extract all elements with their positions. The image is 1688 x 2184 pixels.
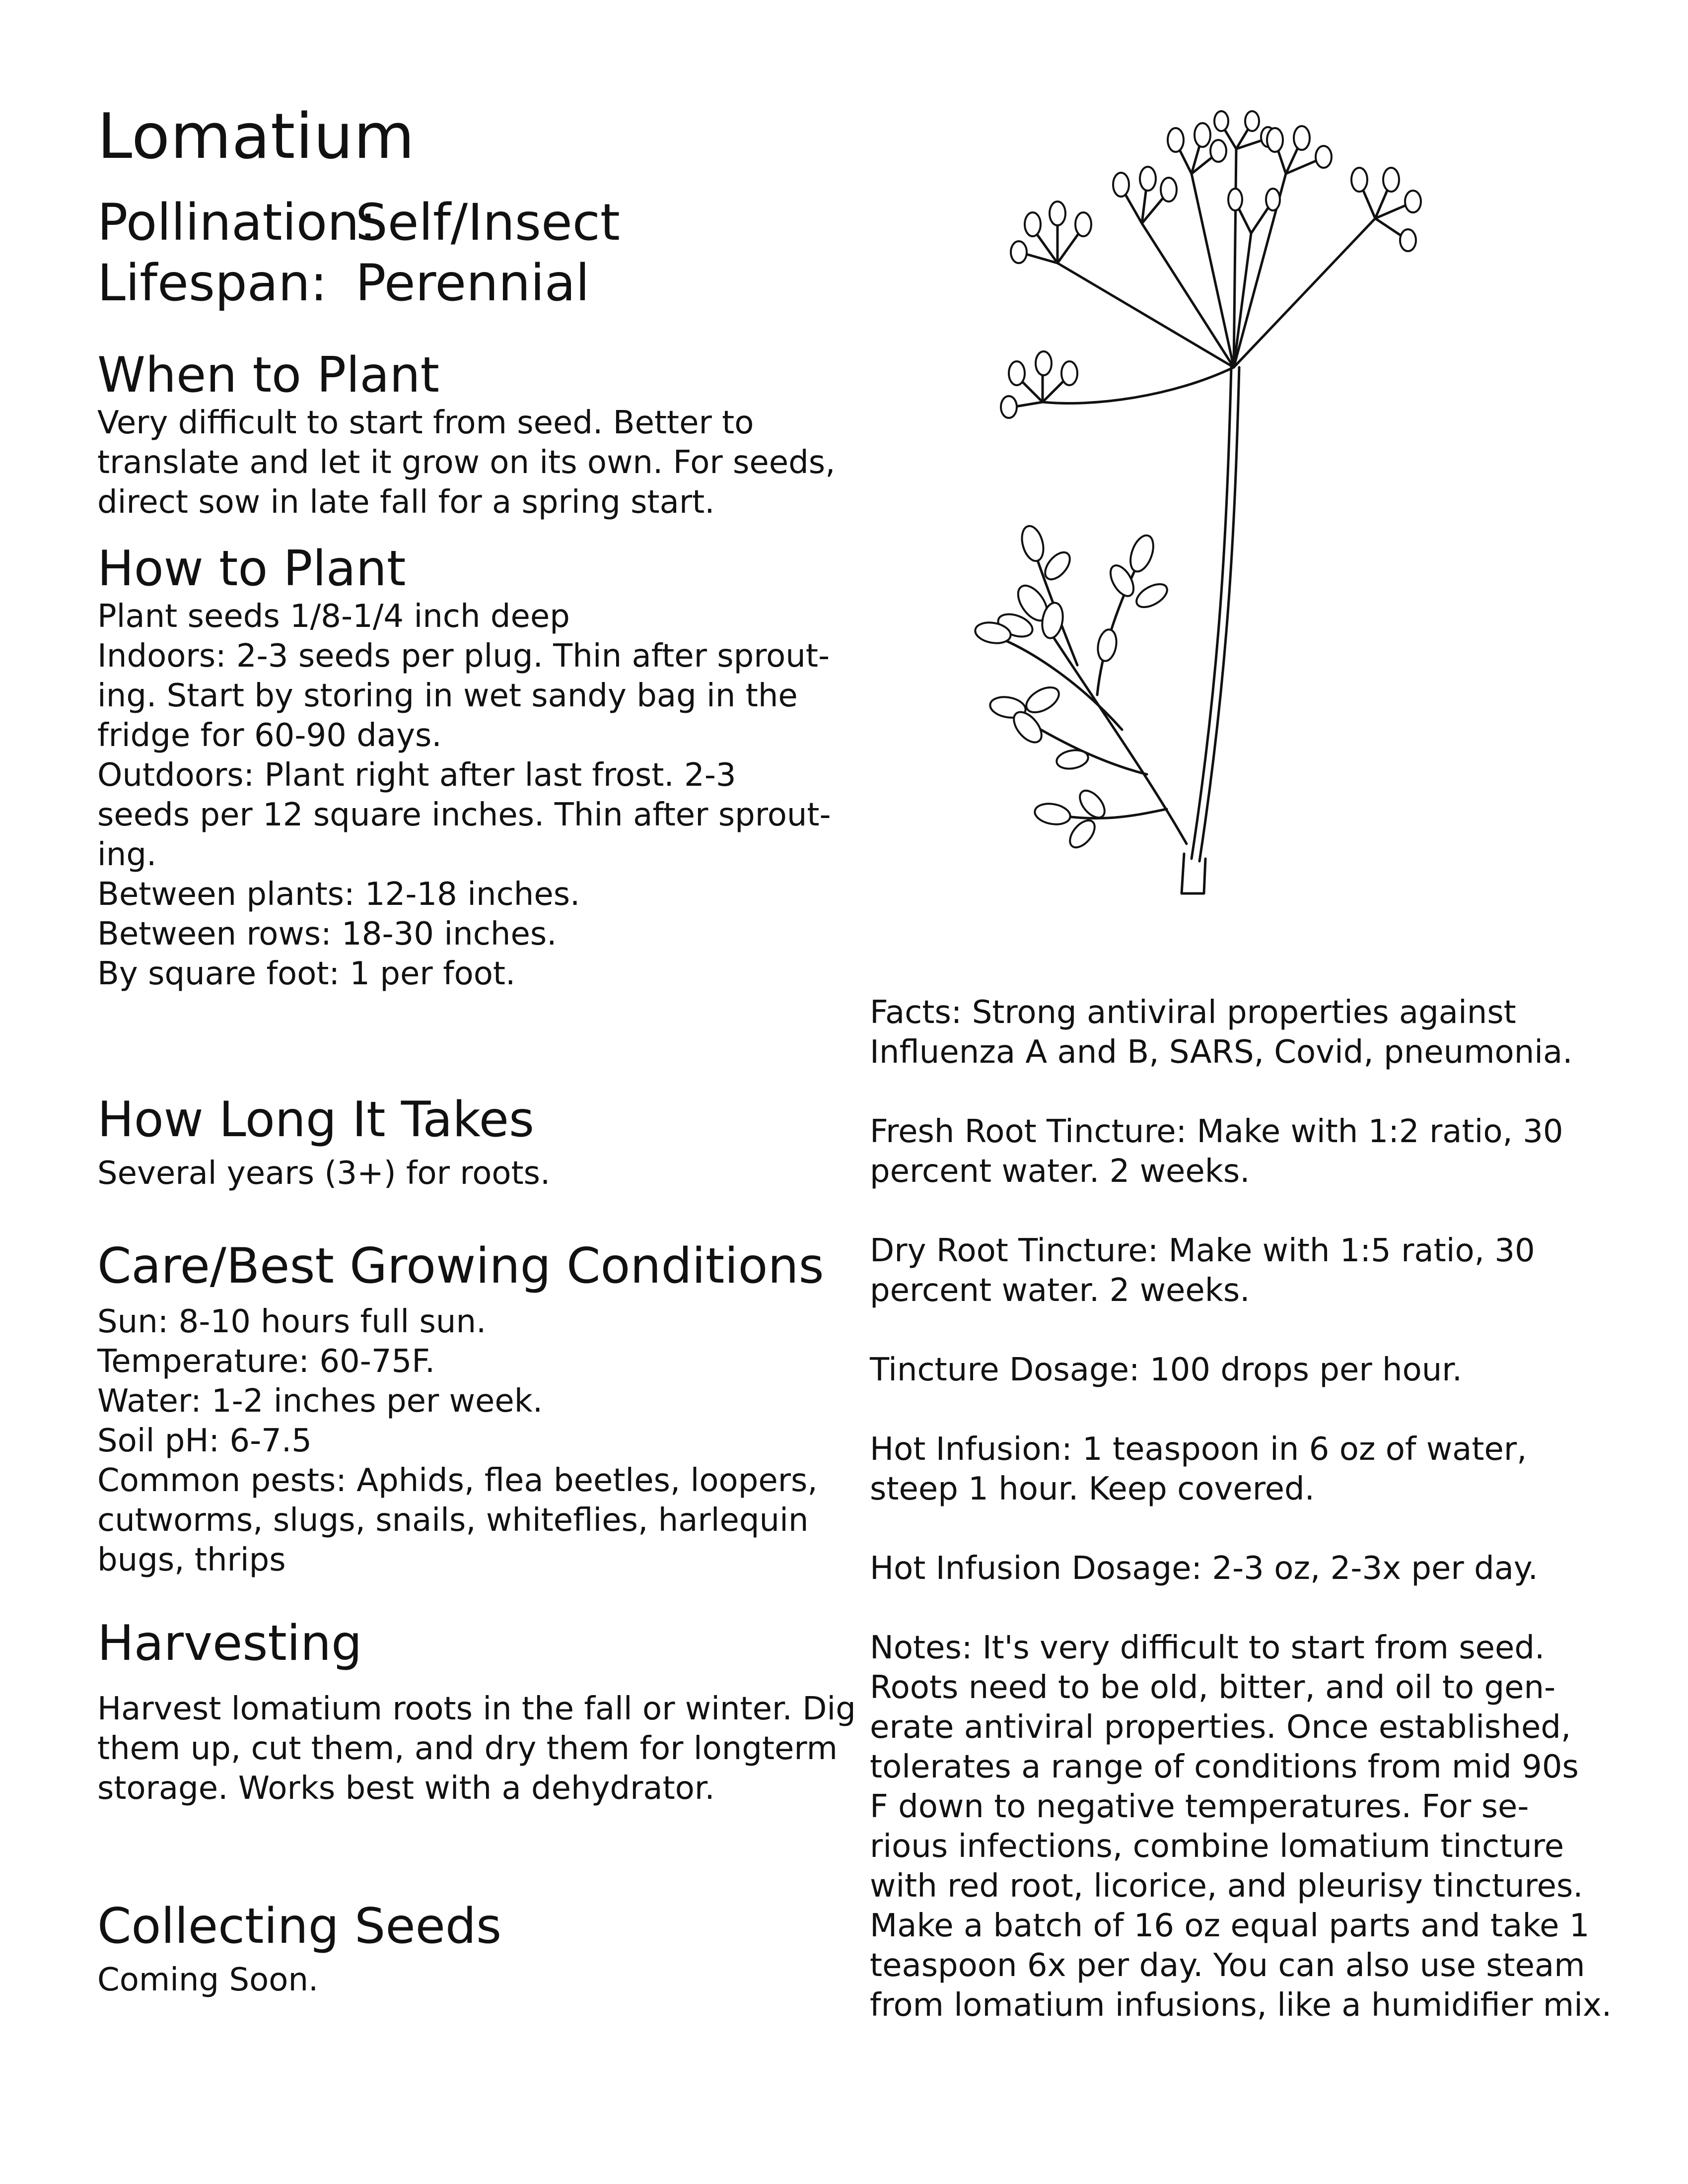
- text-line: Temperature: 60-75F.: [97, 1343, 435, 1380]
- facts-column: [870, 993, 1644, 2065]
- text-line: ing. Start by storing in wet sandy bag in the: [97, 678, 798, 714]
- text-line: Water: 1-2 inches per week.: [97, 1383, 543, 1420]
- text-line: rious infections, combine lomatium tincture: [870, 1828, 1564, 1865]
- lomatium-plant-illustration: [933, 119, 1479, 923]
- notes-paragraph: [870, 1628, 1644, 2025]
- text-line: erate antiviral properties. Once established,: [870, 1709, 1571, 1746]
- hot-infusion-paragraph: [870, 1430, 1644, 1509]
- harvesting-section: [97, 1616, 892, 1808]
- text-line: Fresh Root Tincture: Make with 1:2 ratio, 30: [870, 1113, 1563, 1150]
- text-line: percent water. 2 weeks.: [870, 1153, 1250, 1190]
- text-line: Make a batch of 16 oz equal parts and take 1: [870, 1908, 1590, 1944]
- collecting-seeds-heading: Collecting Seeds: [97, 1898, 502, 1955]
- facts-paragraph: [870, 993, 1644, 1072]
- text-line: F down to negative temperatures. For se-: [870, 1788, 1529, 1825]
- pollination-value: Self/Insect: [355, 193, 620, 252]
- when-to-plant-heading: When to Plant: [97, 347, 440, 404]
- text-line: seeds per 12 square inches. Thin after sprout-: [97, 797, 831, 833]
- how-long-heading: How Long It Takes: [97, 1092, 535, 1148]
- text-line: Between plants: 12-18 inches.: [97, 876, 580, 913]
- text-line: Sun: 8-10 hours full sun.: [97, 1303, 487, 1340]
- lifespan-label: Lifespan:: [97, 254, 328, 313]
- text-line: Plant seeds 1/8-1/4 inch deep: [97, 598, 570, 635]
- text-line: By square foot: 1 per foot.: [97, 956, 516, 992]
- text-line: Influenza A and B, SARS, Covid, pneumonia.: [870, 1034, 1573, 1071]
- hot-infusion-dosage-paragraph: [870, 1549, 1644, 1588]
- plant-drawing: [933, 119, 1479, 923]
- fresh-root-tincture-paragraph: [870, 1112, 1644, 1191]
- text-line: Hot Infusion Dosage: 2-3 oz, 2-3x per day.: [870, 1550, 1538, 1587]
- text-line: Common pests: Aphids, flea beetles, loopers,: [97, 1462, 818, 1499]
- how-to-plant-heading: How to Plant: [97, 541, 406, 597]
- text-line: Coming Soon.: [97, 1962, 319, 1998]
- text-line: translate and let it grow on its own. For seeds,: [97, 444, 836, 481]
- tincture-dosage-paragraph: [870, 1350, 1644, 1390]
- text-line: Notes: It's very difficult to start from seed.: [870, 1630, 1545, 1666]
- text-line: Hot Infusion: 1 teaspoon in 6 oz of water,: [870, 1431, 1527, 1468]
- when-to-plant-section: [97, 347, 842, 522]
- text-line: with red root, licorice, and pleurisy tinctures.: [870, 1868, 1583, 1905]
- text-line: Tincture Dosage: 100 drops per hour.: [870, 1352, 1463, 1388]
- harvesting-heading: Harvesting: [97, 1615, 362, 1672]
- pollination-label: Pollination:: [97, 193, 377, 252]
- care-section: [97, 1238, 867, 1580]
- text-line: fridge for 60-90 days.: [97, 717, 442, 754]
- text-line: from lomatium infusions, like a humidifier mix.: [870, 1987, 1612, 2024]
- text-line: bugs, thrips: [97, 1542, 286, 1578]
- lifespan-value: Perennial: [355, 254, 590, 313]
- text-line: tolerates a range of conditions from mid 90s: [870, 1749, 1579, 1785]
- collecting-seeds-section: [97, 1899, 842, 2000]
- dry-root-tincture-paragraph: [870, 1231, 1644, 1310]
- plant-meta: [97, 193, 620, 314]
- text-line: Facts: Strong antiviral properties against: [870, 994, 1516, 1031]
- text-line: direct sow in late fall for a spring start.: [97, 484, 715, 521]
- text-line: cutworms, slugs, snails, whiteflies, harlequin: [97, 1502, 809, 1539]
- page-title: Lomatium: [97, 100, 416, 173]
- text-line: percent water. 2 weeks.: [870, 1272, 1250, 1309]
- how-long-section: [97, 1092, 842, 1193]
- text-line: Roots need to be old, bitter, and oil to gen-: [870, 1669, 1556, 1706]
- text-line: Several years (3+) for roots.: [97, 1155, 551, 1192]
- text-line: teaspoon 6x per day. You can also use steam: [870, 1947, 1585, 1984]
- text-line: Outdoors: Plant right after last frost. 2-3: [97, 757, 736, 794]
- text-line: Indoors: 2-3 seeds per plug. Thin after sprout-: [97, 638, 830, 675]
- text-line: storage. Works best with a dehydrator.: [97, 1770, 715, 1807]
- how-to-plant-section: [97, 541, 867, 994]
- text-line: Very difficult to start from seed. Better to: [97, 405, 754, 441]
- text-line: Harvest lomatium roots in the fall or winter. Dig: [97, 1691, 856, 1727]
- text-line: steep 1 hour. Keep covered.: [870, 1471, 1315, 1507]
- text-line: Between rows: 18-30 inches.: [97, 916, 557, 953]
- text-line: Dry Root Tincture: Make with 1:5 ratio, 30: [870, 1232, 1535, 1269]
- text-line: Soil pH: 6-7.5: [97, 1423, 312, 1459]
- text-line: them up, cut them, and dry them for longterm: [97, 1730, 838, 1767]
- text-line: ing.: [97, 836, 157, 873]
- care-heading: Care/Best Growing Conditions: [97, 1238, 824, 1295]
